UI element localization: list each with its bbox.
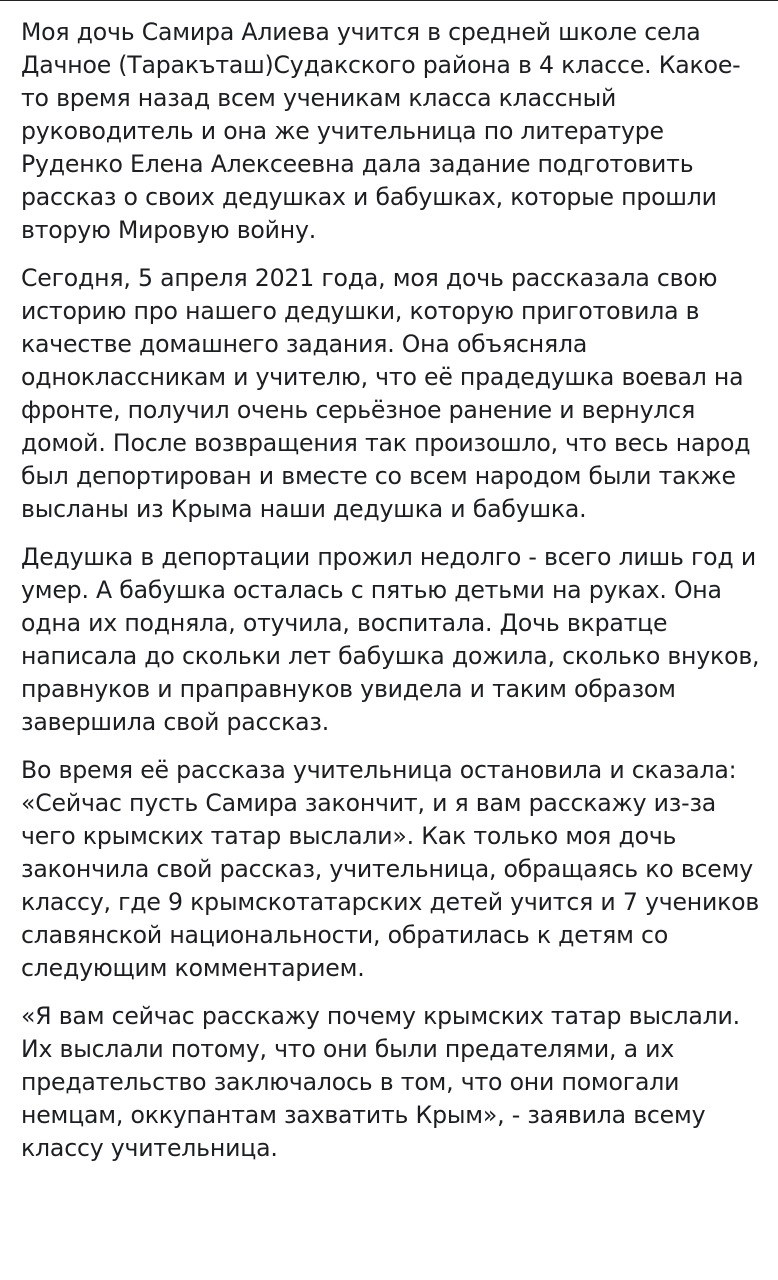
top-divider xyxy=(0,0,778,1)
paragraph-3: Дедушка в депортации прожил недолго - всего лишь год и умер. А бабушка осталась с пятью детьми на руках. Она одна их подняла, отучила, воспитала. Дочь вкратце написала до скольки лет бабушка дожила, сколько внуков, правнуков и праправнуков увидела и таким образом завершила свой рассказ. xyxy=(21,543,760,736)
paragraph-1: Моя дочь Самира Алиева учится в средней школе села Дачное (Таракъташ)Судакского района в 4 классе. Какое-то время назад всем ученикам класса классный руководитель и она же учительница по литературе Руденко Елена Алексеевна дала задание подготовить рассказ о своих дедушках и бабушках, которые прошли вторую Мировую войну. xyxy=(21,18,741,244)
paragraph-5: «Я вам сейчас расскажу почему крымских татар выслали. Их выслали потому, что они были предателями, а их предательство заключалось в том, что они помогали немцам, оккупантам захватить Крым», - заявила всему классу учительница. xyxy=(21,1002,740,1162)
paragraph-4: Во время её рассказа учительница остановила и сказала: «Сейчас пусть Самира закончит, и я вам расскажу из-за чего крымских татар выслали». Как только моя дочь закончила свой рассказ, учительница, обращаясь ко всему классу, где 9 крымскотатарских детей учится и 7 учеников славянской национальности, обратилась к детям со следующим комментарием. xyxy=(21,756,760,982)
paragraph-2: Сегодня, 5 апреля 2021 года, моя дочь рассказала свою историю про нашего дедушки, которую приготовила в качестве домашнего задания. Она объясняла одноклассникам и учителю, что её прадедушка воевал на фронте, получил очень серьёзное ранение и вернулся домой. После возвращения так произошло, что весь народ был депортирован и вместе со всем народом были также высланы из Крыма наши дедушка и бабушка. xyxy=(21,264,751,523)
post-text xyxy=(21,16,761,1180)
